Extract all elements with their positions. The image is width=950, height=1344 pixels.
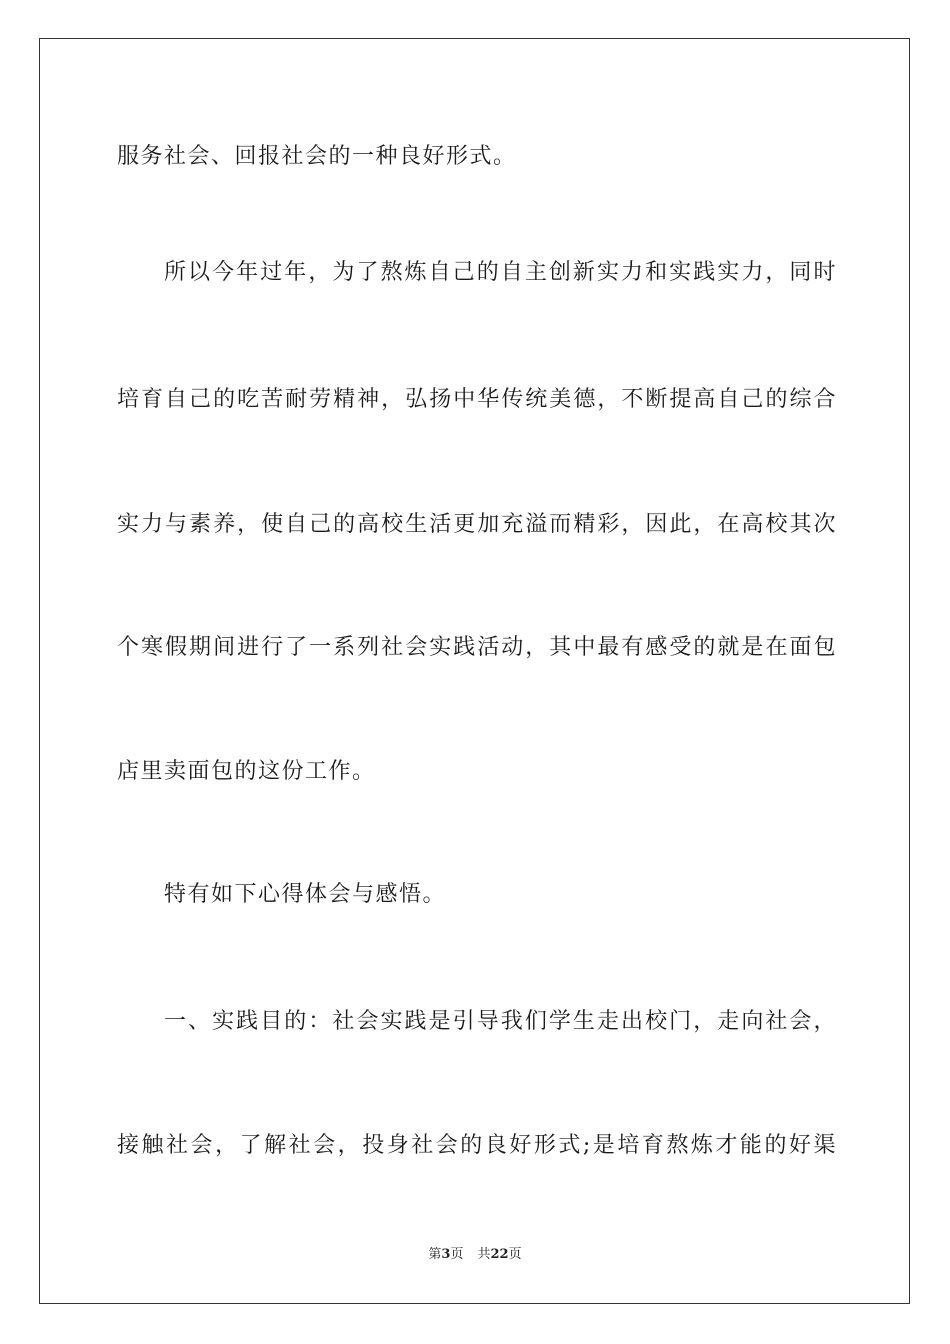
footer-page-prefix: 第 (428, 1247, 442, 1262)
text-line-9: 接触社会，了解社会，投身社会的良好形式;是培育熬炼才能的好渠 (117, 1133, 837, 1158)
text-line-6: 店里卖面包的这份工作。 (117, 759, 376, 784)
footer-total-number: 22 (490, 1247, 509, 1262)
footer-page-suffix: 页 (450, 1247, 464, 1262)
text-line-2: 所以今年过年，为了熬炼自己的自主创新实力和实践实力，同时 (164, 260, 837, 285)
text-line-8: 一、实践目的：社会实践是引导我们学生走出校门，走向社会， (164, 1009, 837, 1034)
text-line-1: 服务社会、回报社会的一种良好形式。 (117, 144, 517, 169)
page-footer (0, 1246, 950, 1264)
footer-total-prefix: 共 (477, 1247, 491, 1262)
text-line-3: 培育自己的吃苦耐劳精神，弘扬中华传统美德，不断提高自己的综合 (117, 387, 837, 412)
footer-total-suffix: 页 (508, 1247, 522, 1262)
page-border (39, 38, 910, 1304)
text-line-5: 个寒假期间进行了一系列社会实践活动，其中最有感受的就是在面包 (117, 635, 837, 660)
footer-page-number: 3 (441, 1247, 451, 1262)
text-line-7: 特有如下心得体会与感悟。 (164, 882, 447, 907)
text-line-4: 实力与素养，使自己的高校生活更加充溢而精彩，因此，在高校其次 (117, 512, 837, 537)
